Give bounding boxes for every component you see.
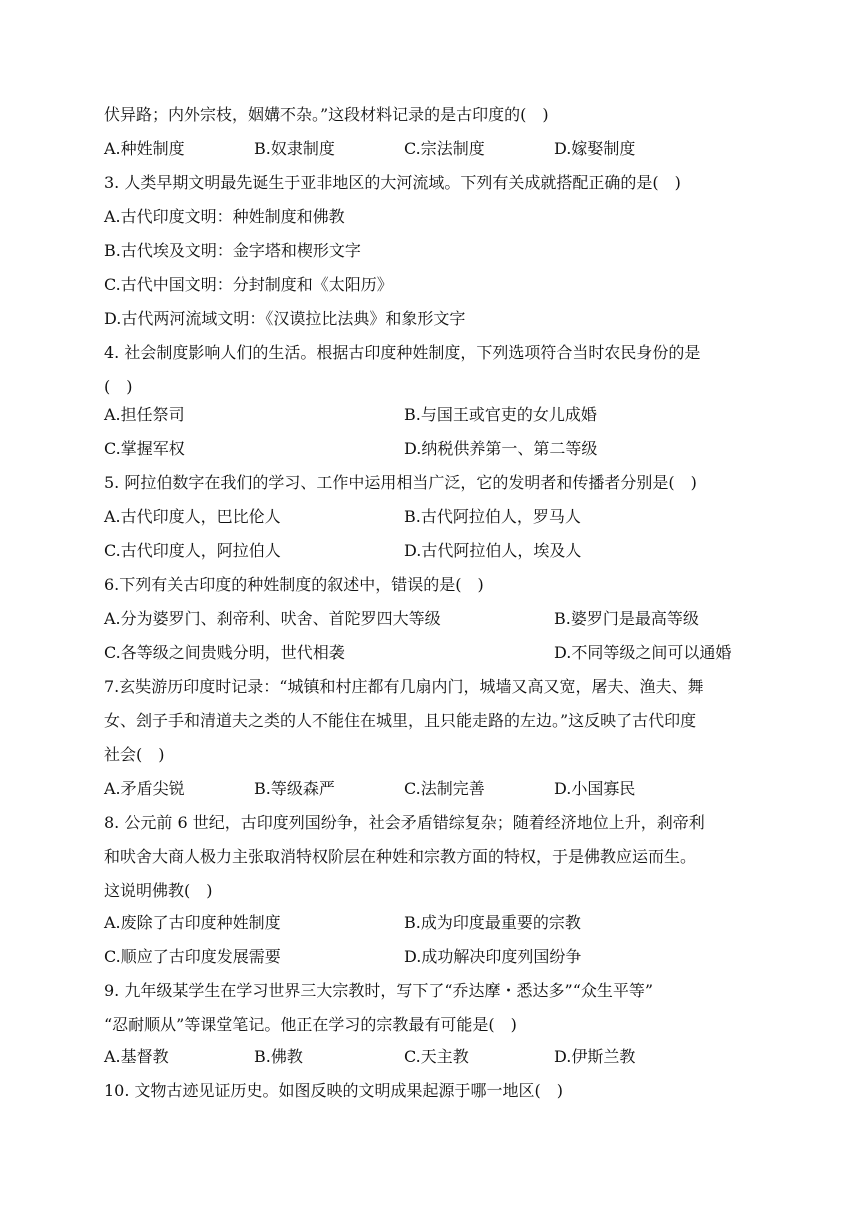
q3-option-c: C.古代中国文明：分封制度和《太阳历》 bbox=[104, 275, 393, 294]
q4-option-b: B.与国王或官吏的女儿成婚 bbox=[404, 405, 597, 424]
q3-stem: 3. 人类早期文明最先诞生于亚非地区的大河流域。下列有关成就搭配正确的是( ) bbox=[104, 173, 681, 192]
q10-stem: 10. 文物古迹见证历史。如图反映的文明成果起源于哪一地区( ) bbox=[104, 1081, 564, 1100]
q7-option-c: C.法制完善 bbox=[404, 779, 485, 798]
q5-option-b: B.古代阿拉伯人，罗马人 bbox=[404, 507, 581, 526]
q4-option-d: D.纳税供养第一、第二等级 bbox=[404, 439, 598, 458]
q5-stem: 5. 阿拉伯数字在我们的学习、工作中运用相当广泛，它的发明者和传播者分别是( ) bbox=[104, 473, 697, 492]
q6-option-d: D.不同等级之间可以通婚 bbox=[554, 643, 732, 662]
q6-stem: 6.下列有关古印度的种姓制度的叙述中，错误的是( ) bbox=[104, 575, 484, 594]
q2-option-b: B.奴隶制度 bbox=[254, 139, 335, 158]
q9-option-a: A.基督教 bbox=[104, 1047, 169, 1066]
q4-stem-line-1: 4. 社会制度影响人们的生活。根据古印度种姓制度，下列选项符合当时农民身份的是 bbox=[104, 343, 701, 362]
q4-option-c: C.掌握军权 bbox=[104, 439, 185, 458]
q7-option-a: A.矛盾尖锐 bbox=[104, 779, 185, 798]
q6-option-c: C.各等级之间贵贱分明，世代相袭 bbox=[104, 643, 345, 662]
q5-option-c: C.古代印度人，阿拉伯人 bbox=[104, 541, 281, 560]
q8-stem-line-1: 8. 公元前 6 世纪，古印度列国纷争，社会矛盾错综复杂；随着经济地位上升，刹帝利 bbox=[104, 813, 705, 832]
q8-option-d: D.成功解决印度列国纷争 bbox=[404, 947, 582, 966]
q9-stem-line-2: “忍耐顺从”等课堂笔记。他正在学习的宗教最有可能是( ) bbox=[104, 1015, 517, 1034]
q3-option-d: D.古代两河流域文明：《汉谟拉比法典》和象形文字 bbox=[104, 309, 466, 328]
q9-stem-line-1: 9. 九年级某学生在学习世界三大宗教时，写下了“乔达摩・悉达多”“众生平等” bbox=[104, 981, 654, 1000]
q3-option-a: A.古代印度文明：种姓制度和佛教 bbox=[104, 207, 345, 226]
q2-option-d: D.嫁娶制度 bbox=[554, 139, 636, 158]
q8-option-a: A.废除了古印度种姓制度 bbox=[104, 913, 281, 932]
q2-option-c: C.宗法制度 bbox=[404, 139, 485, 158]
q5-option-a: A.古代印度人，巴比伦人 bbox=[104, 507, 281, 526]
q6-option-b: B.婆罗门是最高等级 bbox=[554, 609, 699, 628]
q8-option-c: C.顺应了古印度发展需要 bbox=[104, 947, 281, 966]
q7-stem-line-3: 社会( ) bbox=[104, 745, 165, 764]
q2-stem-continuation: 伏异路；内外宗枝，姻媾不杂。”这段材料记录的是古印度的( ) bbox=[104, 105, 549, 124]
q9-option-b: B.佛教 bbox=[254, 1047, 303, 1066]
q6-option-a: A.分为婆罗门、刹帝利、吠舍、首陀罗四大等级 bbox=[104, 609, 441, 628]
q2-option-a: A.种姓制度 bbox=[104, 139, 185, 158]
q4-stem-line-2: ( ) bbox=[104, 377, 133, 396]
q7-option-d: D.小国寡民 bbox=[554, 779, 636, 798]
q3-option-b: B.古代埃及文明：金字塔和楔形文字 bbox=[104, 241, 361, 260]
q5-option-d: D.古代阿拉伯人，埃及人 bbox=[404, 541, 582, 560]
q7-stem-line-2: 女、刽子手和清道夫之类的人不能住在城里，且只能走路的左边。”这反映了古代印度 bbox=[104, 711, 697, 730]
q7-stem-line-1: 7.玄奘游历印度时记录：“城镇和村庄都有几扇内门，城墙又高又宽，屠夫、渔夫、舞 bbox=[104, 677, 704, 696]
q4-option-a: A.担任祭司 bbox=[104, 405, 185, 424]
q9-option-d: D.伊斯兰教 bbox=[554, 1047, 636, 1066]
q8-stem-line-3: 这说明佛教( ) bbox=[104, 881, 213, 900]
q7-option-b: B.等级森严 bbox=[254, 779, 335, 798]
q8-option-b: B.成为印度最重要的宗教 bbox=[404, 913, 581, 932]
q8-stem-line-2: 和吠舍大商人极力主张取消特权阶层在种姓和宗教方面的特权，于是佛教应运而生。 bbox=[104, 847, 697, 866]
q9-option-c: C.天主教 bbox=[404, 1047, 469, 1066]
